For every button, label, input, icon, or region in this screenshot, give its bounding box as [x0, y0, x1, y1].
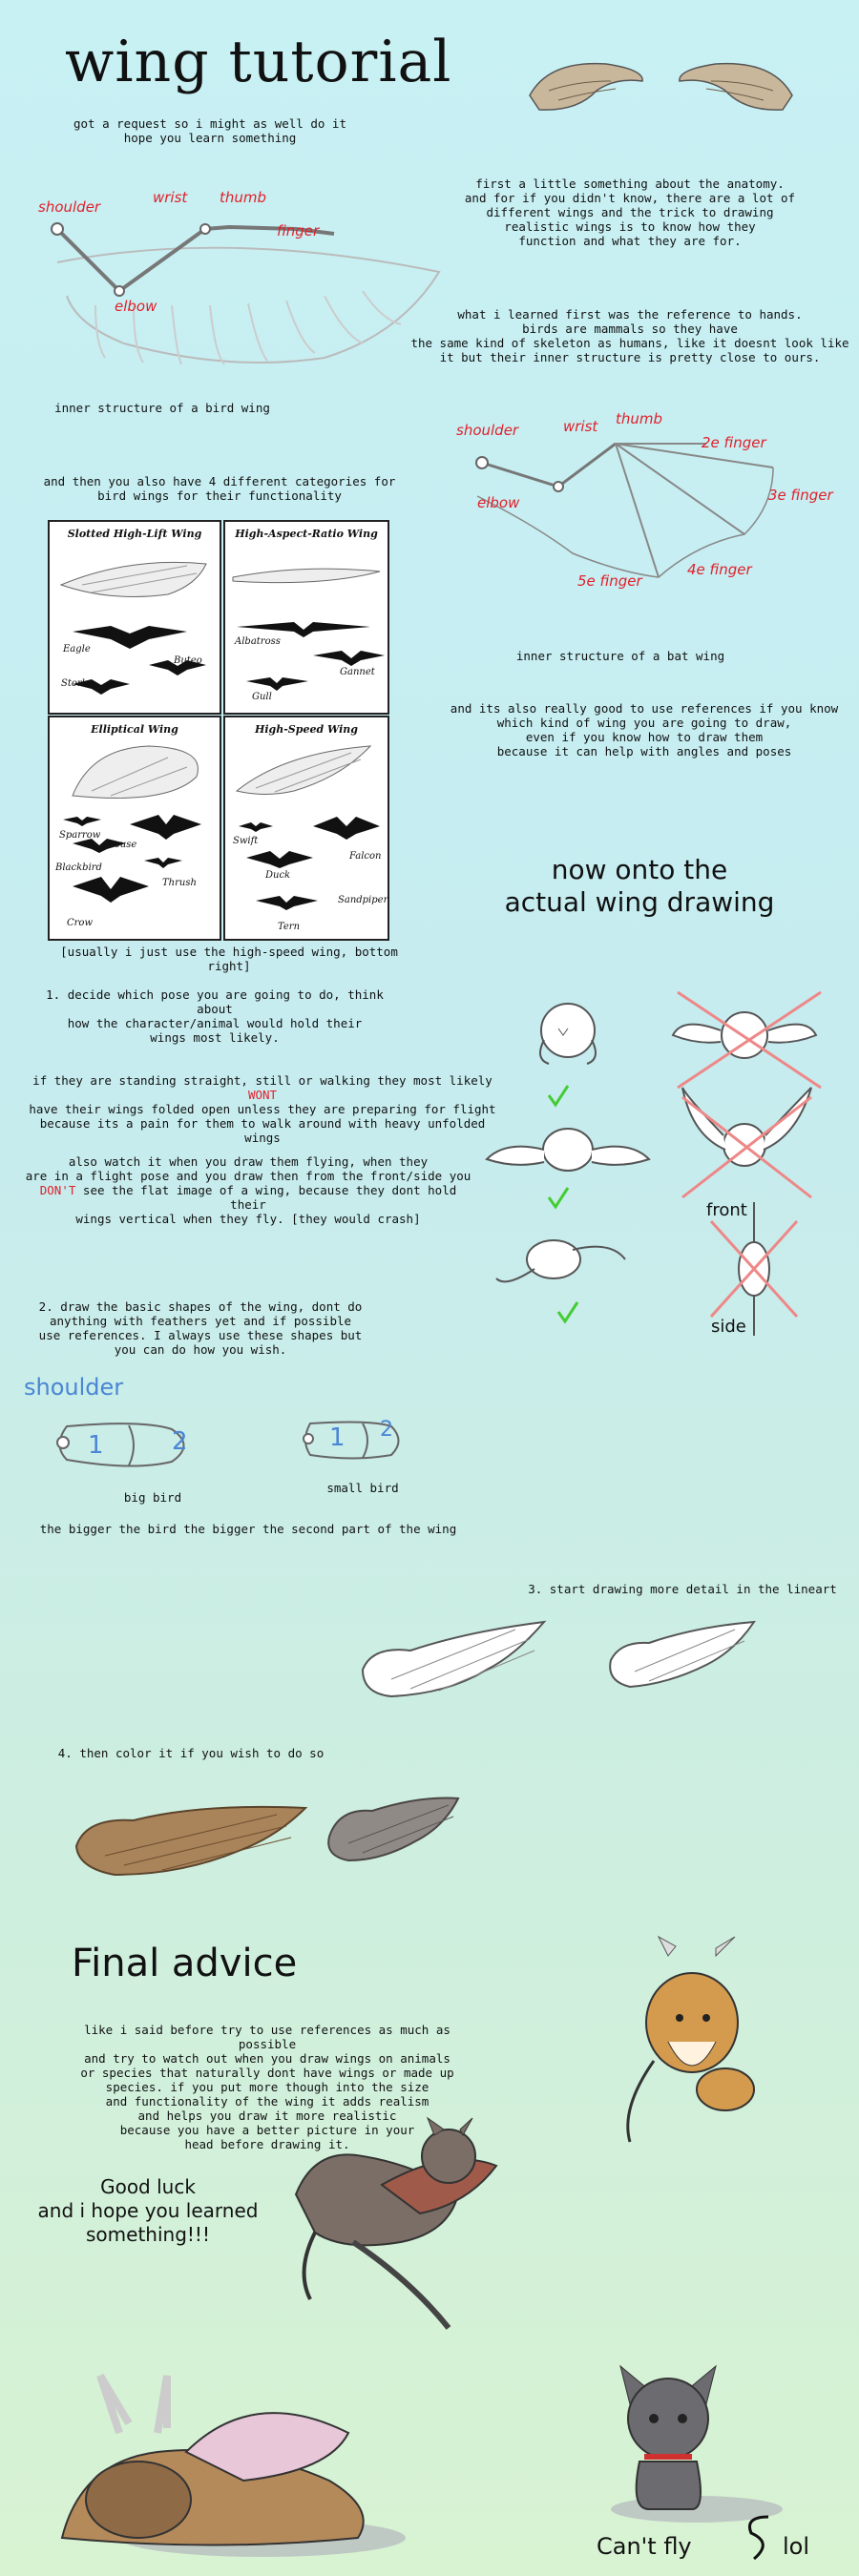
sleeping-dragon-character — [24, 2347, 406, 2566]
lol-text: lol — [783, 2533, 810, 2560]
bird-label: Albatross — [235, 636, 281, 647]
intro-text: got a request so i might as well do it hope you learn something — [73, 116, 346, 145]
bird-label: Thrush — [162, 878, 197, 888]
pose-label-side: side — [711, 1317, 746, 1337]
shape-label-part2-big: 2 — [172, 1427, 188, 1456]
shape-label-shoulder: shoulder — [24, 1374, 124, 1401]
bat-label-thumb: thumb — [616, 410, 663, 427]
bird-label-wrist: wrist — [153, 189, 188, 206]
step1-text: 1. decide which pose you are going to do, think about how the character/animal would hold their wings most likely. — [46, 987, 384, 1045]
flying-text-pre: also watch it when you draw them flying, when they are in a flight pose and you draw then from the front/side you — [25, 1154, 471, 1183]
good-luck-text: Good luck and i hope you learned something!!! — [37, 2175, 259, 2246]
standing-text-wont: WONT — [247, 1088, 278, 1102]
high-speed-silhouettes — [227, 805, 385, 939]
bird-wing-structure-diagram — [38, 191, 449, 372]
bat-label-wrist: wrist — [563, 418, 598, 435]
bird-label: Blackbird — [55, 862, 102, 873]
tail-scribble — [740, 2509, 778, 2566]
bird-label-thumb: thumb — [220, 189, 267, 206]
category-title: High-Speed Wing — [254, 723, 358, 736]
bird-label: Stork — [61, 678, 88, 689]
standing-text-post: have their wings folded open unless they are preparing for flight because its a pain for them to walk around with heavy unfolded wings — [29, 1102, 496, 1145]
shape-label-part1-big: 1 — [88, 1431, 104, 1460]
winged-cat-character — [258, 2109, 525, 2328]
step4-text: 4. then color it if you wish to do so — [57, 1746, 325, 1760]
category-card-slotted — [48, 520, 221, 715]
step3-text: 3. start drawing more detail in the lineart — [528, 1582, 837, 1596]
shape-label-big-bird: big bird — [123, 1490, 182, 1505]
categories-note: [usually i just use the high-speed wing, bottom right] — [60, 945, 398, 973]
bat-label-4e-finger: 4e finger — [687, 561, 752, 578]
shape-label-small-bird: small bird — [326, 1481, 399, 1495]
bird-label: Gannet — [340, 667, 375, 677]
bat-label-5e-finger: 5e finger — [577, 572, 642, 590]
bird-label: Falcon — [349, 851, 382, 862]
small-wing-illustration-1 — [520, 52, 654, 119]
bird-label: Sparrow — [59, 830, 101, 841]
high-aspect-silhouettes — [227, 603, 385, 708]
bird-label-elbow: elbow — [115, 298, 157, 315]
bird-label-shoulder: shoulder — [38, 198, 101, 216]
pose-examples-illustration — [468, 983, 849, 1364]
bird-label: Sandpiper — [338, 895, 388, 905]
high-aspect-wing-sketch — [227, 551, 385, 598]
bat-structure-caption: inner structure of a bat wing — [515, 649, 725, 663]
category-title: Elliptical Wing — [91, 723, 178, 736]
references-text: and its also really good to use references if you know which kind of wing you are going to draw, even if you know how to draw them because it can help with angles and poses — [450, 701, 839, 758]
bird-structure-caption: inner structure of a bird wing — [54, 401, 270, 415]
cant-fly-text: Can't fly — [597, 2533, 692, 2560]
hands-text: what i learned first was the reference to hands. birds are mammals so they have the same kind of skeleton as humans, like it doesnt look like it but their inner structure is pretty close to ours. — [410, 307, 849, 364]
category-title: High-Aspect-Ratio Wing — [235, 528, 378, 540]
bird-label-finger: finger — [277, 222, 320, 239]
bird-label: Eagle — [63, 644, 91, 654]
category-card-high-speed — [223, 716, 389, 941]
slotted-wing-sketch — [53, 547, 216, 604]
bird-label: Duck — [265, 870, 291, 881]
final-advice-heading: Final advice — [72, 1942, 298, 1985]
pose-label-front: front — [706, 1200, 747, 1220]
standing-text — [19, 1073, 506, 1145]
sitting-cat-character — [573, 2328, 783, 2528]
standing-text-pre: if they are standing straight, still or walking they most likely — [32, 1073, 492, 1088]
colored-wings-illustration — [67, 1784, 468, 1889]
small-wing-illustration-2 — [668, 52, 802, 119]
winged-fox-character — [601, 1937, 792, 2156]
shape-label-part1-small: 1 — [329, 1423, 346, 1452]
bird-label: Grouse — [102, 840, 137, 850]
category-card-elliptical — [48, 716, 221, 941]
bird-label: Crow — [67, 918, 94, 928]
flying-text-dont: DON'T — [39, 1183, 76, 1197]
final-advice-text: like i said before try to use references as much as possible and try to watch out when you draw wings on animals or species that naturally dont have wings or made up species. if you put more though into the size and functionality of the wing it adds realism and helps you draw it more realistic because you have a better picture in your head before drawing it. — [80, 2023, 454, 2151]
page-title: wing tutorial — [65, 29, 452, 95]
flying-text-post: see the flat image of a wing, because they dont hold their wings vertical when they fly. [they would crash] — [75, 1183, 457, 1226]
anatomy-text: first a little something about the anatomy. and for if you didn't know, there are a lot of different wings and the trick to drawing realistic wings is to know how they function and what they are for. — [464, 177, 796, 248]
category-card-high-aspect — [223, 520, 389, 715]
bird-label: Gull — [252, 692, 272, 702]
bat-label-2e-finger: 2e finger — [702, 434, 766, 451]
lineart-wings-illustration — [353, 1612, 764, 1708]
categories-text: and then you also have 4 different categories for bird wings for their functionality — [43, 474, 396, 503]
bat-label-shoulder: shoulder — [456, 422, 519, 439]
step2-text: 2. draw the basic shapes of the wing, dont do anything with feathers yet and if possible use references. I always use these shapes but you can do how you wish. — [38, 1299, 363, 1357]
bat-label-elbow: elbow — [477, 494, 520, 511]
bird-label: Buteo — [174, 655, 202, 666]
bird-label: Swift — [233, 836, 259, 846]
section-heading-wing-drawing: now onto the actual wing drawing — [504, 854, 775, 918]
shape-label-part2-small: 2 — [380, 1418, 393, 1442]
elliptical-wing-sketch — [53, 738, 216, 805]
flying-text — [24, 1154, 472, 1226]
bird-label: Tern — [278, 922, 301, 932]
bat-label-3e-finger: 3e finger — [768, 487, 833, 504]
bigger-bird-text: the bigger the bird the bigger the second part of the wing — [39, 1522, 457, 1536]
category-title: Slotted High-Lift Wing — [67, 528, 202, 540]
high-speed-wing-sketch — [227, 738, 385, 805]
